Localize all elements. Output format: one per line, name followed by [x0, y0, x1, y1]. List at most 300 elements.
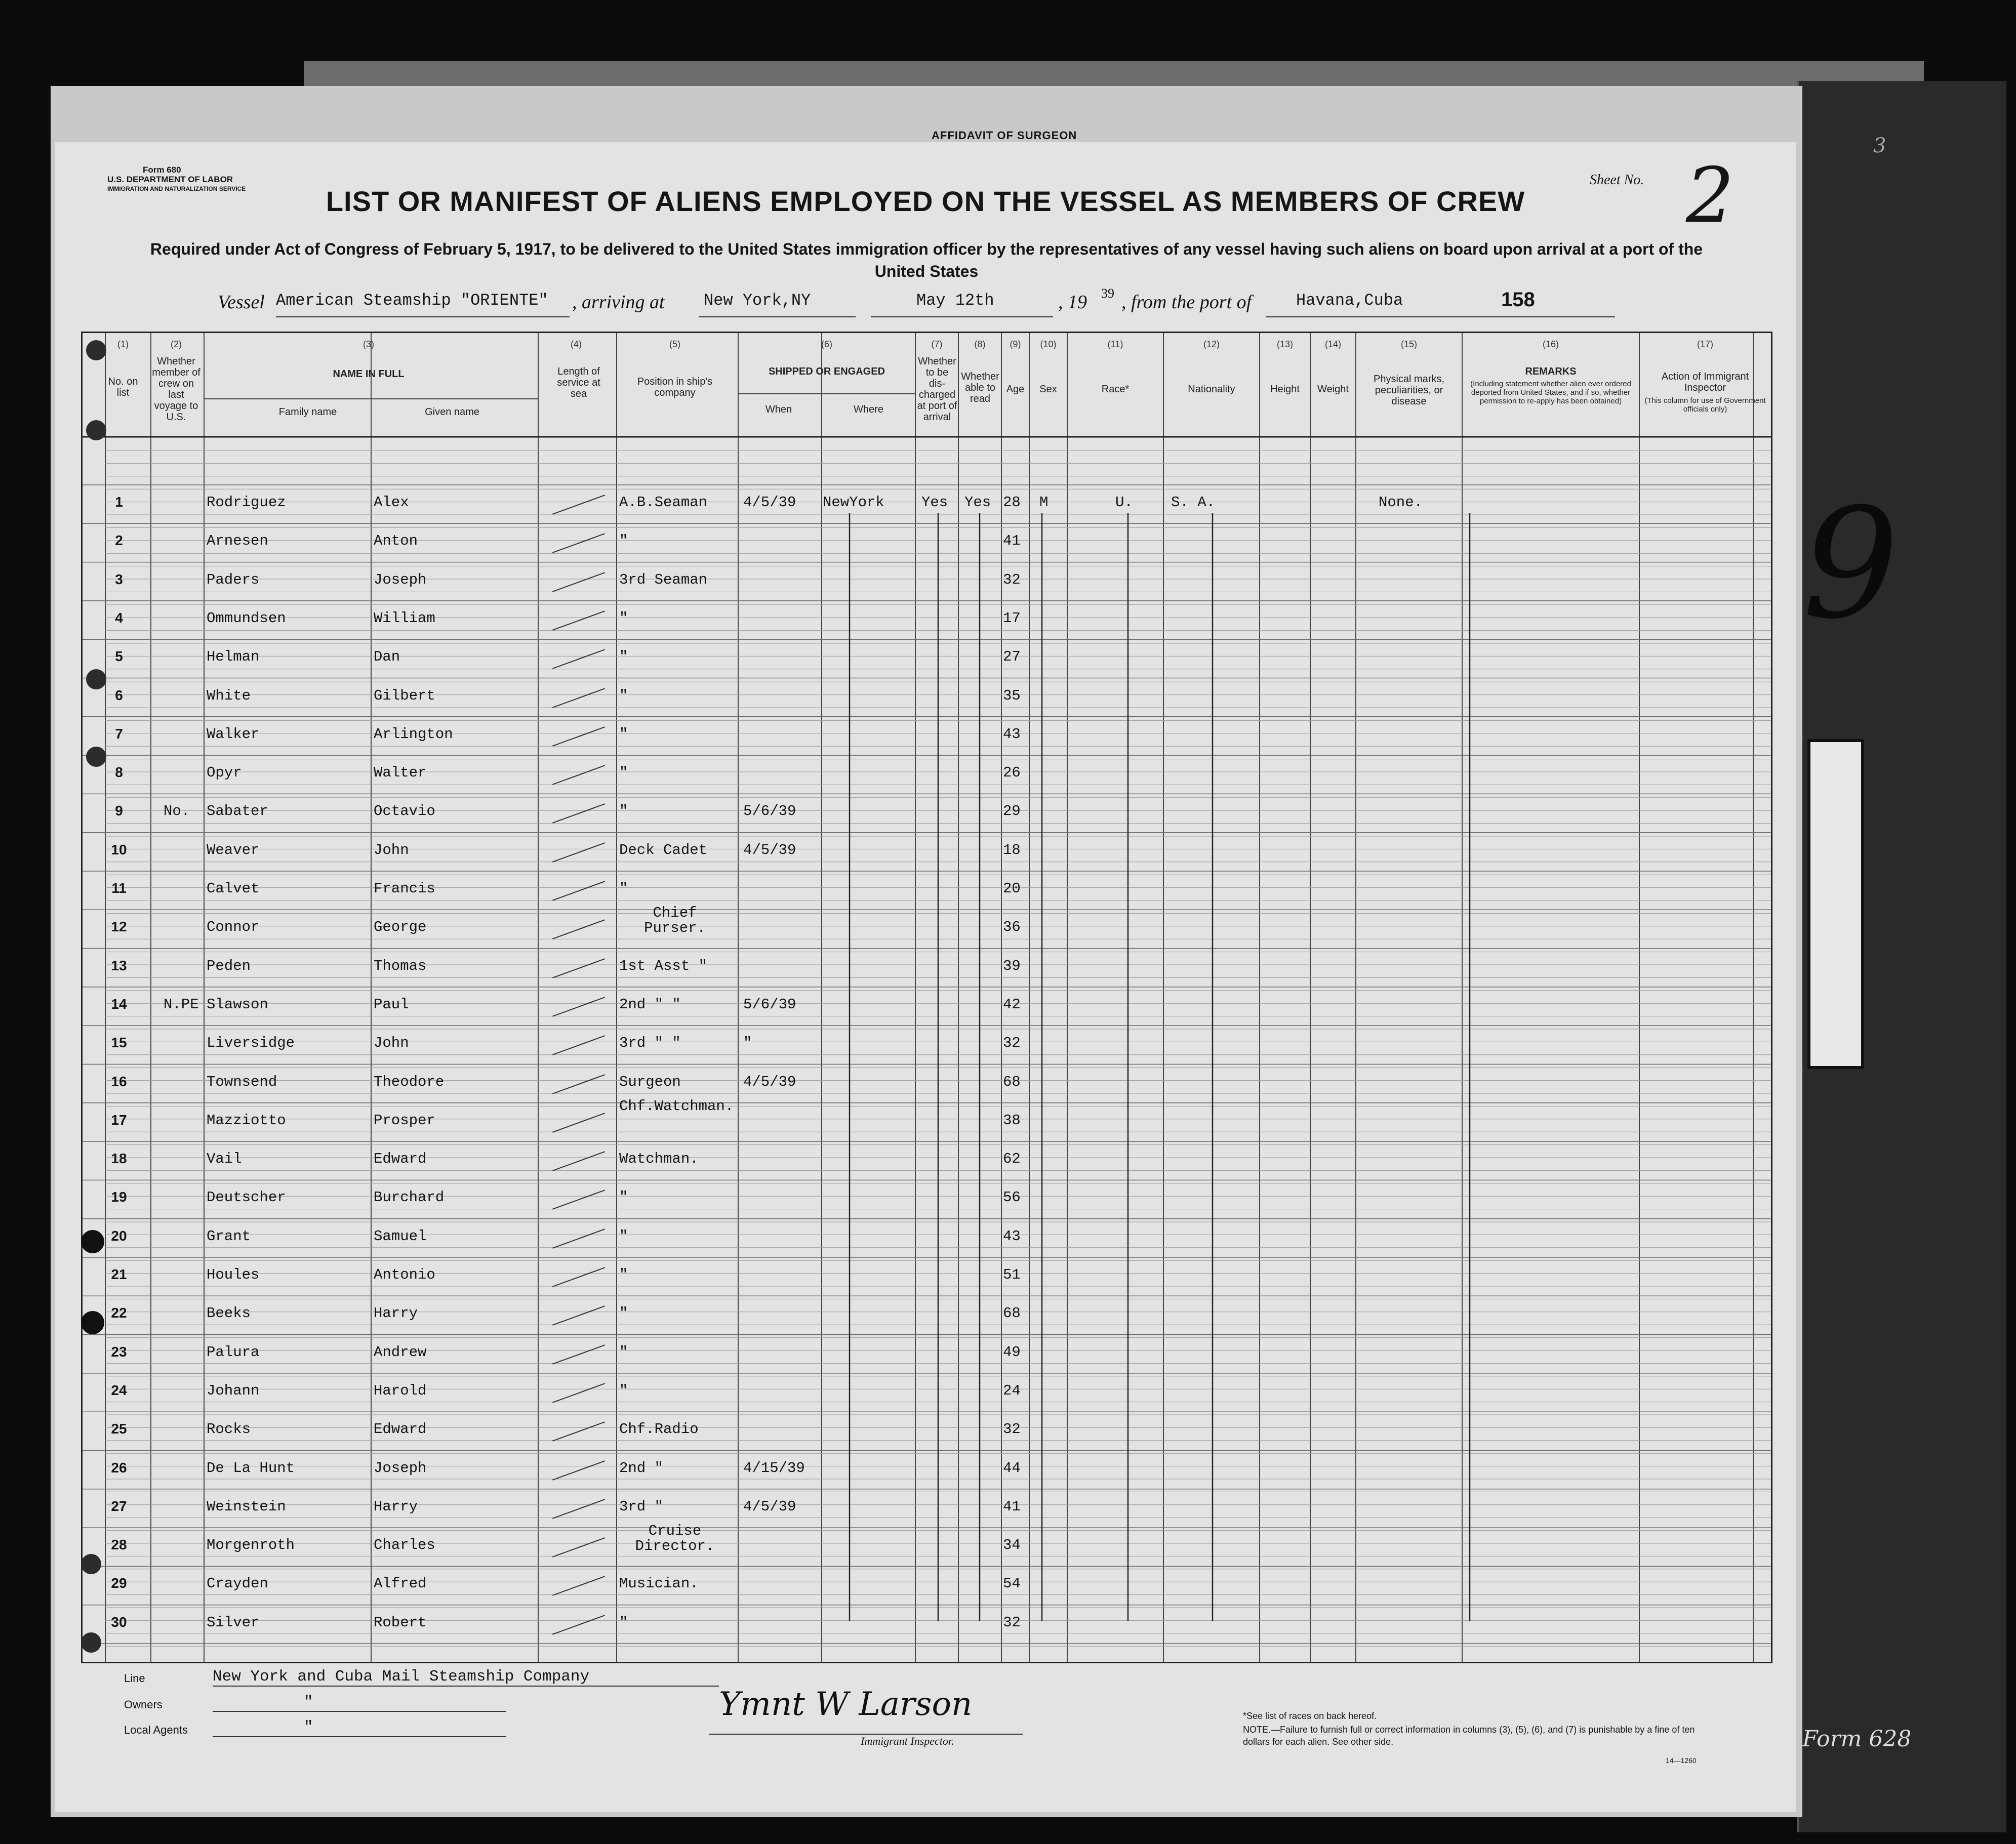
local-agents-label: Local Agents — [124, 1724, 188, 1736]
age-cell: 17 — [1003, 609, 1021, 627]
age-cell: 20 — [1003, 880, 1021, 897]
table-row — [83, 523, 1771, 562]
page-subtitle: Required under Act of Congress of February 5, 1917, to be delivered to the United States immigration officer by the representatives of any vessel having such aliens on board upon arrival at a port of the United States — [150, 240, 1703, 280]
family-name-cell: Opyr — [207, 764, 242, 782]
family-name-cell: Palura — [207, 1343, 260, 1361]
sex-cell: M — [1039, 494, 1049, 511]
manifest-table — [81, 332, 1772, 1663]
table-row — [83, 1180, 1771, 1218]
row-number: 3 — [115, 571, 123, 587]
row-number: 16 — [111, 1073, 127, 1089]
col-header-5: Position in ship's company — [637, 376, 713, 398]
age-cell: 43 — [1003, 725, 1021, 743]
family-name-cell: De La Hunt — [207, 1459, 295, 1477]
age-cell: 62 — [1003, 1151, 1021, 1168]
family-name-cell: Paders — [207, 571, 260, 588]
row-number: 12 — [111, 919, 127, 935]
col-header-13: Height — [1270, 384, 1300, 395]
table-row — [83, 755, 1771, 794]
table-row — [83, 1605, 1771, 1644]
col-header-family: Family name — [278, 406, 337, 418]
row-number: 30 — [111, 1614, 127, 1630]
shipped-when-cell: 5/6/39 — [743, 996, 796, 1013]
physical-marks-cell: None. — [1379, 494, 1423, 511]
length-of-service-mark — [552, 920, 605, 940]
given-name-cell: Thomas — [374, 957, 427, 974]
length-of-service-mark — [552, 572, 605, 592]
fine-note: NOTE.—Failure to furnish full or correct information in columns (3), (5), (6), and (7) is punishable by a fine of ten dollars for each alien. See other side. — [1243, 1725, 1695, 1747]
length-of-service-mark — [552, 1035, 605, 1055]
punch-hole — [81, 1230, 104, 1253]
age-cell: 32 — [1003, 571, 1021, 588]
col-header-4: Length of service at sea — [557, 366, 600, 399]
table-row — [83, 1064, 1771, 1103]
table-row — [83, 1257, 1771, 1296]
col-num-17: (17) — [1697, 339, 1713, 349]
row-number: 6 — [115, 687, 123, 703]
col-num-2: (2) — [171, 339, 182, 349]
shipped-when-cell: 4/5/39 — [743, 841, 796, 858]
length-of-service-mark — [552, 1267, 605, 1287]
col-header-7: Whether to be dis-charged at port of arrival — [917, 356, 957, 423]
length-of-service-mark — [552, 1228, 605, 1249]
given-name-cell: George — [374, 919, 427, 936]
family-name-cell: Connor — [207, 919, 260, 936]
position-cell: " — [619, 803, 628, 820]
col-num-13: (13) — [1276, 339, 1293, 349]
page-title: LIST OR MANIFEST OF ALIENS EMPLOYED ON THE VESSEL AS MEMBERS OF CREW — [326, 185, 1525, 217]
position-cell: " — [619, 648, 628, 666]
length-of-service-mark — [552, 688, 605, 708]
col-header-6: SHIPPED OR ENGAGED — [768, 366, 885, 377]
service-name: IMMIGRATION AND NATURALIZATION SERVICE — [107, 185, 246, 192]
given-name-cell: William — [374, 609, 435, 627]
position-cell: " — [619, 1189, 628, 1206]
given-name-cell: Arlington — [374, 725, 453, 743]
table-row — [83, 1566, 1771, 1605]
position-cell: Chief Purser. — [644, 905, 706, 937]
position-cell: 3rd " " — [619, 1035, 681, 1052]
age-cell: 41 — [1003, 1498, 1021, 1515]
family-name-cell: Johann — [207, 1382, 260, 1399]
discharged-cell: Yes — [921, 494, 948, 511]
punch-hole — [86, 669, 106, 689]
age-cell: 68 — [1003, 1073, 1021, 1090]
corner-mark: 3 — [1873, 134, 1886, 157]
length-of-service-mark — [552, 958, 605, 978]
length-of-service-mark — [552, 1151, 605, 1171]
age-cell: 43 — [1003, 1227, 1021, 1245]
age-cell: 36 — [1003, 919, 1021, 936]
length-of-service-mark — [552, 649, 605, 669]
family-name-cell: Peden — [207, 957, 251, 974]
row-number: 18 — [111, 1151, 127, 1167]
given-name-cell: Alfred — [374, 1575, 427, 1592]
row-number: 19 — [111, 1189, 127, 1205]
age-cell: 68 — [1003, 1305, 1021, 1322]
row-number: 8 — [115, 764, 123, 781]
position-cell: " — [619, 1266, 628, 1283]
col-header-11: Race* — [1101, 384, 1130, 395]
family-name-cell: Rocks — [207, 1421, 251, 1438]
given-name-cell: John — [374, 841, 409, 858]
age-cell: 18 — [1003, 841, 1021, 858]
punch-hole — [86, 420, 106, 440]
table-row — [83, 639, 1771, 678]
position-cell: Musician. — [619, 1575, 699, 1592]
family-name-cell: Townsend — [207, 1073, 277, 1090]
inspector-label: Immigrant Inspector. — [861, 1735, 954, 1747]
affidavit-heading: AFFIDAVIT OF SURGEON — [932, 129, 1077, 142]
row-number: 13 — [111, 957, 127, 973]
age-cell: 41 — [1003, 532, 1021, 550]
col-num-15: (15) — [1400, 339, 1417, 349]
col-num-7: (7) — [931, 339, 943, 349]
length-of-service-mark — [552, 1421, 605, 1442]
col-header-17-sub: (This column for use of Government officials only) — [1644, 396, 1766, 414]
length-of-service-mark — [552, 1576, 605, 1596]
shipped-when-cell: 4/5/39 — [743, 1498, 796, 1515]
age-cell: 32 — [1003, 1421, 1021, 1438]
punch-hole — [86, 747, 106, 767]
table-row — [83, 678, 1771, 717]
table-row — [83, 1451, 1771, 1489]
position-cell: " — [619, 1382, 628, 1399]
punch-hole — [81, 1311, 104, 1334]
table-row — [83, 1141, 1771, 1180]
length-of-service-mark — [552, 1344, 605, 1365]
position-cell: 3rd " — [619, 1498, 664, 1515]
table-row — [83, 833, 1771, 871]
age-cell: 54 — [1003, 1575, 1021, 1592]
length-of-service-mark — [552, 1190, 605, 1210]
shipped-when-cell: " — [743, 1035, 752, 1052]
table-row — [83, 601, 1771, 639]
stamp-fragment — [1807, 739, 1864, 1069]
table-row — [83, 905, 1771, 948]
sheet-no-label: Sheet No. — [1590, 172, 1644, 188]
length-of-service-mark — [552, 804, 605, 824]
position-cell: 1st Asst " — [619, 957, 708, 974]
shipped-when-cell: 4/5/39 — [743, 494, 796, 511]
age-cell: 32 — [1003, 1035, 1021, 1052]
col-header-3: NAME IN FULL — [333, 368, 405, 380]
shipped-when-cell: 5/6/39 — [743, 803, 796, 820]
length-of-service-mark — [552, 726, 605, 747]
row-number: 1 — [115, 494, 123, 510]
length-of-service-mark — [552, 881, 605, 901]
table-row — [83, 1335, 1771, 1373]
length-of-service-mark — [552, 1615, 605, 1635]
col-header-10: Sex — [1039, 384, 1057, 395]
vessel-name: American Steamship "ORIENTE" — [276, 291, 570, 317]
given-name-cell: Andrew — [374, 1343, 427, 1361]
prev-voyage-cell: N.PE — [164, 996, 199, 1013]
col-header-16: REMARKS — [1525, 366, 1577, 377]
col-header-16-sub: (Including statement whether alien ever ordered deported from United States, and if so, whether permission to re-apply has been obtained) — [1470, 380, 1631, 405]
given-name-cell: Alex — [374, 494, 409, 511]
given-name-cell: Antonio — [374, 1266, 435, 1283]
col-header-given: Given name — [425, 406, 479, 418]
age-cell: 29 — [1003, 803, 1021, 820]
row-number: 15 — [111, 1035, 127, 1051]
family-name-cell: Morgenroth — [207, 1537, 295, 1554]
position-cell: " — [619, 725, 628, 743]
length-of-service-mark — [552, 1383, 605, 1403]
position-cell: A.B.Seaman — [619, 494, 708, 511]
given-name-cell: Francis — [374, 880, 435, 897]
col-header-17: Action of Immigrant Inspector — [1661, 371, 1749, 393]
prev-voyage-cell: No. — [164, 803, 190, 820]
col-num-8: (8) — [974, 339, 986, 349]
position-cell: Chf.Watchman. — [619, 1097, 734, 1115]
col-header-1: No. on list — [108, 376, 138, 398]
row-number: 20 — [111, 1227, 127, 1244]
col-num-3: (3) — [363, 339, 374, 349]
family-name-cell: Liversidge — [207, 1035, 295, 1052]
family-name-cell: Grant — [207, 1227, 251, 1245]
given-name-cell: Edward — [374, 1151, 427, 1168]
position-cell: Surgeon — [619, 1073, 681, 1090]
position-cell: Cruise Director. — [635, 1523, 715, 1555]
family-name-cell: Mazziotto — [207, 1112, 286, 1129]
family-name-cell: Deutscher — [207, 1189, 286, 1206]
col-num-1: (1) — [117, 339, 129, 349]
length-of-service-mark — [552, 1113, 605, 1133]
arrival-date: May 12th — [871, 291, 1053, 317]
position-cell: 3rd Seaman — [619, 571, 708, 588]
year-prefix: , 19 — [1058, 292, 1087, 313]
form-number: Form 680 — [143, 165, 181, 175]
year-suffix: 39 — [1101, 286, 1114, 301]
family-name-cell: Ommundsen — [207, 609, 286, 627]
line-label: Line — [124, 1672, 145, 1685]
given-name-cell: Edward — [374, 1421, 427, 1438]
given-name-cell: Harold — [374, 1382, 427, 1399]
given-name-cell: Harry — [374, 1305, 418, 1322]
family-name-cell: Silver — [207, 1614, 260, 1631]
given-name-cell: Theodore — [374, 1073, 445, 1090]
col-num-9: (9) — [1010, 339, 1021, 349]
table-row — [83, 1219, 1771, 1257]
given-name-cell: Prosper — [374, 1112, 435, 1129]
position-cell: 2nd " " — [619, 996, 681, 1013]
col-num-11: (11) — [1107, 339, 1123, 349]
family-name-cell: Calvet — [207, 880, 260, 897]
length-of-service-mark — [552, 610, 605, 631]
department-name: U.S. DEPARTMENT OF LABOR — [107, 175, 233, 184]
family-name-cell: Walker — [207, 725, 260, 743]
age-cell: 27 — [1003, 648, 1021, 666]
given-name-cell: Anton — [374, 532, 418, 550]
position-cell: " — [619, 1305, 628, 1322]
position-cell: " — [619, 532, 628, 550]
race-cell: U. — [1115, 494, 1133, 511]
family-name-cell: Weaver — [207, 841, 260, 858]
family-name-cell: Beeks — [207, 1305, 251, 1322]
age-cell: 49 — [1003, 1343, 1021, 1361]
given-name-cell: Octavio — [374, 803, 435, 820]
position-cell: " — [619, 1343, 628, 1361]
length-of-service-mark — [552, 495, 605, 515]
given-name-cell: Gilbert — [374, 687, 435, 704]
family-name-cell: Weinstein — [207, 1498, 286, 1515]
age-cell: 24 — [1003, 1382, 1021, 1399]
age-cell: 35 — [1003, 687, 1021, 704]
table-row — [83, 717, 1771, 755]
position-cell: " — [619, 609, 628, 627]
row-number: 11 — [111, 880, 127, 896]
given-name-cell: Burchard — [374, 1189, 445, 1206]
table-row — [83, 871, 1771, 910]
age-cell: 39 — [1003, 957, 1021, 974]
position-cell: Watchman. — [619, 1151, 699, 1168]
table-row — [83, 794, 1771, 832]
row-number: 21 — [111, 1266, 127, 1282]
line-value: New York and Cuba Mail Steamship Company — [213, 1668, 719, 1687]
given-name-cell: Charles — [374, 1537, 435, 1554]
row-number: 9 — [115, 803, 123, 819]
row-number: 10 — [111, 841, 127, 857]
given-name-cell: Robert — [374, 1614, 427, 1631]
row-number: 4 — [115, 609, 123, 626]
print-code: 14—1260 — [1666, 1756, 1697, 1765]
col-num-6: (6) — [821, 339, 832, 349]
row-number: 5 — [115, 648, 123, 665]
given-name-cell: Dan — [374, 648, 400, 666]
col-num-5: (5) — [669, 339, 680, 349]
col-num-14: (14) — [1324, 339, 1341, 349]
from-label: , from the port of — [1121, 292, 1252, 313]
inspector-signature: Ymnt W Larson — [719, 1686, 973, 1723]
given-name-cell: Walter — [374, 764, 427, 782]
vessel-label: Vessel — [218, 292, 265, 313]
family-name-cell: Rodriguez — [207, 494, 286, 511]
row-number: 28 — [111, 1537, 127, 1553]
row-number: 25 — [111, 1421, 127, 1437]
length-of-service-mark — [552, 1074, 605, 1094]
col-header-14: Weight — [1317, 384, 1349, 395]
nationality-cell: S. A. — [1171, 494, 1216, 511]
position-cell: " — [619, 880, 628, 897]
given-name-cell: Joseph — [374, 571, 427, 588]
length-of-service-mark — [552, 1306, 605, 1326]
col-header-12: Nationality — [1188, 384, 1235, 395]
table-row — [83, 1523, 1771, 1566]
row-number: 24 — [111, 1382, 127, 1398]
arriving-label: , arriving at — [572, 292, 665, 313]
col-num-12: (12) — [1203, 339, 1220, 349]
length-of-service-mark — [552, 842, 605, 863]
family-name-cell: Arnesen — [207, 532, 268, 550]
row-number: 17 — [111, 1112, 127, 1128]
length-of-service-mark — [552, 765, 605, 785]
position-cell: " — [619, 764, 628, 782]
row-number: 22 — [111, 1305, 127, 1321]
age-cell: 44 — [1003, 1459, 1021, 1477]
local-agents-value: " — [213, 1718, 506, 1737]
given-name-cell: John — [374, 1035, 409, 1052]
punch-hole — [81, 1632, 101, 1653]
table-row — [83, 1097, 1771, 1141]
table-row — [83, 1489, 1771, 1528]
margin-note: Form 628 — [1802, 1726, 1912, 1752]
col-num-16: (16) — [1542, 339, 1559, 349]
col-num-4: (4) — [571, 339, 582, 349]
family-name-cell: Helman — [207, 648, 260, 666]
row-number: 23 — [111, 1343, 127, 1360]
age-cell: 51 — [1003, 1266, 1021, 1283]
punch-hole — [81, 1554, 101, 1574]
row-number: 2 — [115, 532, 123, 549]
arriving-place: New York,NY — [699, 291, 856, 317]
col-header-where: Where — [854, 404, 883, 415]
shipped-where-cell: NewYork — [823, 494, 884, 511]
age-cell: 42 — [1003, 996, 1021, 1013]
col-num-10: (10) — [1040, 339, 1057, 349]
races-note: *See list of races on back hereof. — [1243, 1711, 1377, 1721]
position-cell: " — [619, 687, 628, 704]
owners-value: " — [213, 1693, 506, 1712]
table-row — [83, 987, 1771, 1026]
col-header-when: When — [765, 404, 792, 415]
col-header-2: Whether member of crew on last voyage to U.S. — [152, 356, 200, 423]
age-cell: 34 — [1003, 1537, 1021, 1554]
shipped-when-cell: 4/5/39 — [743, 1073, 796, 1090]
margin-mark-nine: 9 — [1802, 476, 1899, 652]
table-row — [83, 1373, 1771, 1412]
length-of-service-mark — [552, 534, 605, 554]
position-cell: Deck Cadet — [619, 841, 708, 858]
age-cell: 32 — [1003, 1614, 1021, 1631]
row-number: 7 — [115, 725, 123, 742]
table-row — [83, 1296, 1771, 1334]
table-row — [83, 1412, 1771, 1450]
able-to-read-cell: Yes — [964, 494, 991, 511]
age-cell: 26 — [1003, 764, 1021, 782]
given-name-cell: Samuel — [374, 1227, 427, 1245]
list-number: 158 — [1501, 289, 1535, 311]
owners-label: Owners — [124, 1698, 163, 1711]
given-name-cell: Paul — [374, 996, 409, 1013]
row-number: 29 — [111, 1575, 127, 1591]
sheet-no-value: 2 — [1686, 152, 1735, 240]
age-cell: 38 — [1003, 1112, 1021, 1129]
row-number: 14 — [111, 996, 127, 1012]
family-name-cell: Slawson — [207, 996, 268, 1013]
table-row — [83, 485, 1771, 523]
row-number: 26 — [111, 1459, 127, 1476]
length-of-service-mark — [552, 997, 605, 1017]
col-header-9: Age — [1006, 384, 1025, 395]
table-row — [83, 562, 1771, 601]
position-cell: Chf.Radio — [619, 1421, 699, 1438]
row-number: 27 — [111, 1498, 127, 1514]
from-port: Havana,Cuba — [1266, 291, 1615, 317]
given-name-cell: Joseph — [374, 1459, 427, 1477]
col-header-8: Whether able to read — [961, 371, 999, 404]
table-row — [83, 949, 1771, 987]
shipped-when-cell: 4/15/39 — [743, 1459, 805, 1477]
col-header-15: Physical marks, peculiarities, or disease — [1373, 374, 1445, 407]
length-of-service-mark — [552, 1499, 605, 1519]
position-cell: " — [619, 1227, 628, 1245]
family-name-cell: Crayden — [207, 1575, 268, 1592]
length-of-service-mark — [552, 1537, 605, 1558]
position-cell: " — [619, 1614, 628, 1631]
family-name-cell: Sabater — [207, 803, 268, 820]
age-cell: 28 — [1003, 494, 1021, 511]
